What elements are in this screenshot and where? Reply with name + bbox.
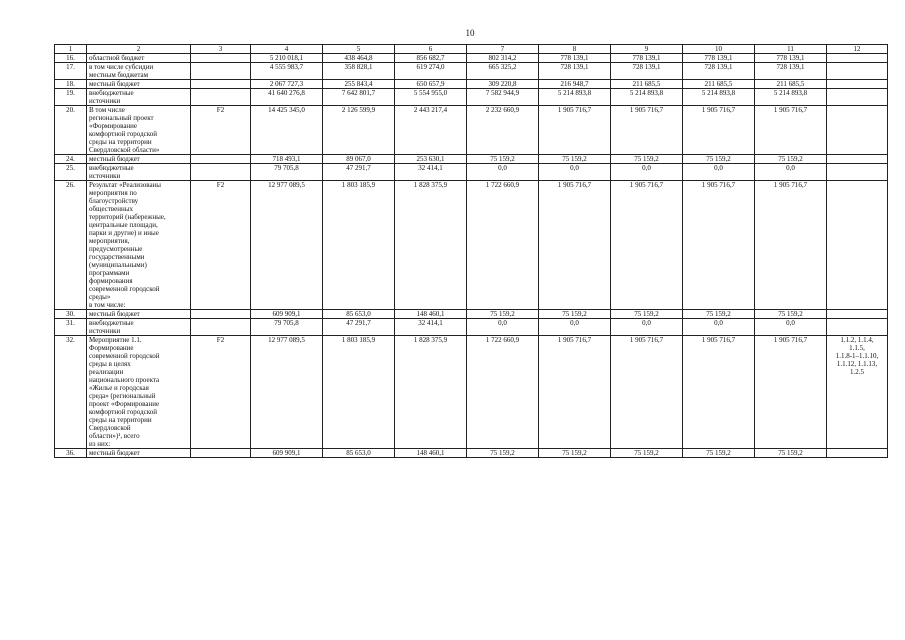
value-cell: 1 803 185,9: [323, 336, 395, 449]
row-code: F2: [191, 181, 251, 310]
row-number: 24.: [55, 155, 87, 164]
row-code: [191, 155, 251, 164]
value-cell: 2 126 599,9: [323, 106, 395, 155]
row-name: местный бюджет: [87, 80, 191, 89]
row-number: 17.: [55, 63, 87, 80]
header-cell: 4: [251, 45, 323, 54]
header-cell: 9: [611, 45, 683, 54]
row-name: в том числе субсидии местным бюджетам: [87, 63, 191, 80]
page-number: 10: [465, 28, 475, 38]
row-reference: [827, 155, 888, 164]
row-number: 31.: [55, 319, 87, 336]
table-row: [55, 63, 888, 80]
value-cell: 0,0: [611, 319, 683, 336]
value-cell: 75 159,2: [683, 449, 755, 458]
table-row: [55, 319, 888, 336]
value-cell: 75 159,2: [611, 155, 683, 164]
value-cell: 1 905 716,7: [755, 106, 827, 155]
row-number: 18.: [55, 80, 87, 89]
value-cell: 1 803 185,9: [323, 181, 395, 310]
row-code: [191, 310, 251, 319]
row-name: внебюджетные источники: [87, 319, 191, 336]
value-cell: 619 274,0: [395, 63, 467, 80]
value-cell: 728 139,1: [755, 63, 827, 80]
value-cell: 211 685,5: [611, 80, 683, 89]
row-reference: [827, 319, 888, 336]
header-cell: 11: [755, 45, 827, 54]
value-cell: 0,0: [755, 319, 827, 336]
row-name: внебюджетные источники: [87, 89, 191, 106]
value-cell: 253 630,1: [395, 155, 467, 164]
row-code: [191, 449, 251, 458]
value-cell: 358 828,1: [323, 63, 395, 80]
value-cell: 5 214 893,8: [611, 89, 683, 106]
row-number: 32.: [55, 336, 87, 449]
row-code: F2: [191, 106, 251, 155]
value-cell: 609 909,1: [251, 449, 323, 458]
row-name: местный бюджет: [87, 449, 191, 458]
value-cell: 1 905 716,7: [611, 336, 683, 449]
value-cell: 1 905 716,7: [683, 336, 755, 449]
row-name: Мероприятие 1.1. Формирование современной городской среды в целях реализации национального проекта «Жилье и городская среда» (региональный проект «Формирование комфортной городской среды на территории Свердловской области»)¹, всего из них:: [87, 336, 191, 449]
value-cell: 438 464,8: [323, 54, 395, 63]
header-row: [55, 45, 888, 54]
row-name: местный бюджет: [87, 310, 191, 319]
row-number: 30.: [55, 310, 87, 319]
value-cell: 1 905 716,7: [683, 181, 755, 310]
value-cell: 75 159,2: [683, 310, 755, 319]
row-reference: [827, 89, 888, 106]
value-cell: 1 828 375,9: [395, 181, 467, 310]
row-reference: 1.1.2, 1.1.4, 1.1.5, 1.1.8-1–1.1.10, 1.1.12, 1.1.13, 1.2.5: [827, 336, 888, 449]
table-row: [55, 54, 888, 63]
value-cell: 4 555 983,7: [251, 63, 323, 80]
row-reference: [827, 181, 888, 310]
value-cell: 2 067 727,3: [251, 80, 323, 89]
value-cell: 1 905 716,7: [539, 181, 611, 310]
value-cell: 0,0: [755, 164, 827, 181]
value-cell: 309 220,8: [467, 80, 539, 89]
value-cell: 211 685,5: [755, 80, 827, 89]
value-cell: 5 214 893,8: [755, 89, 827, 106]
value-cell: 0,0: [683, 164, 755, 181]
value-cell: 75 159,2: [755, 310, 827, 319]
value-cell: 211 685,5: [683, 80, 755, 89]
value-cell: 255 843,4: [323, 80, 395, 89]
value-cell: 75 159,2: [755, 449, 827, 458]
value-cell: 75 159,2: [539, 310, 611, 319]
value-cell: 0,0: [539, 164, 611, 181]
value-cell: 609 909,1: [251, 310, 323, 319]
header-cell: 10: [683, 45, 755, 54]
value-cell: 148 460,1: [395, 310, 467, 319]
value-cell: 216 948,7: [539, 80, 611, 89]
value-cell: 75 159,2: [611, 449, 683, 458]
value-cell: 148 460,1: [395, 449, 467, 458]
value-cell: 728 139,1: [539, 63, 611, 80]
value-cell: 665 325,2: [467, 63, 539, 80]
value-cell: 1 722 660,9: [467, 336, 539, 449]
row-code: [191, 164, 251, 181]
row-number: 16.: [55, 54, 87, 63]
value-cell: 1 905 716,7: [611, 181, 683, 310]
value-cell: 75 159,2: [467, 155, 539, 164]
value-cell: 1 905 716,7: [539, 336, 611, 449]
row-name: В том числе региональный проект «Формирование комфортной городской среды на территории Свердловской области»: [87, 106, 191, 155]
header-cell: 12: [827, 45, 888, 54]
row-number: 25.: [55, 164, 87, 181]
table-row: [55, 181, 888, 310]
value-cell: 75 159,2: [539, 155, 611, 164]
value-cell: 0,0: [683, 319, 755, 336]
row-number: 36.: [55, 449, 87, 458]
row-number: 19.: [55, 89, 87, 106]
value-cell: 5 554 955,0: [395, 89, 467, 106]
value-cell: 1 905 716,7: [755, 181, 827, 310]
value-cell: 1 905 716,7: [539, 106, 611, 155]
value-cell: 1 905 716,7: [683, 106, 755, 155]
value-cell: 778 139,1: [755, 54, 827, 63]
value-cell: 41 640 276,8: [251, 89, 323, 106]
row-reference: [827, 106, 888, 155]
value-cell: 75 159,2: [467, 310, 539, 319]
value-cell: 75 159,2: [467, 449, 539, 458]
header-cell: 1: [55, 45, 87, 54]
table-row: [55, 164, 888, 181]
value-cell: 1 828 375,9: [395, 336, 467, 449]
value-cell: 7 642 801,7: [323, 89, 395, 106]
row-name: внебюджетные источники: [87, 164, 191, 181]
value-cell: 728 139,1: [611, 63, 683, 80]
row-code: F2: [191, 336, 251, 449]
value-cell: 5 210 018,1: [251, 54, 323, 63]
header-cell: 3: [191, 45, 251, 54]
row-reference: [827, 310, 888, 319]
header-cell: 5: [323, 45, 395, 54]
table-body: [55, 54, 888, 458]
value-cell: 32 414,1: [395, 164, 467, 181]
value-cell: 85 653,0: [323, 310, 395, 319]
value-cell: 14 425 345,0: [251, 106, 323, 155]
header-cell: 8: [539, 45, 611, 54]
value-cell: 2 443 217,4: [395, 106, 467, 155]
value-cell: 718 493,1: [251, 155, 323, 164]
value-cell: 0,0: [467, 164, 539, 181]
value-cell: 1 905 716,7: [755, 336, 827, 449]
value-cell: 79 705,8: [251, 164, 323, 181]
value-cell: 75 159,2: [539, 449, 611, 458]
table-row: [55, 155, 888, 164]
row-number: 26.: [55, 181, 87, 310]
row-name: местный бюджет: [87, 155, 191, 164]
value-cell: 0,0: [467, 319, 539, 336]
table-row: [55, 336, 888, 449]
value-cell: 47 291,7: [323, 319, 395, 336]
table-row: [55, 310, 888, 319]
row-code: [191, 319, 251, 336]
value-cell: 89 067,0: [323, 155, 395, 164]
header-cell: 2: [87, 45, 191, 54]
value-cell: 0,0: [611, 164, 683, 181]
row-code: [191, 54, 251, 63]
value-cell: 32 414,1: [395, 319, 467, 336]
value-cell: 2 232 660,9: [467, 106, 539, 155]
value-cell: 5 214 893,8: [539, 89, 611, 106]
value-cell: 47 291,7: [323, 164, 395, 181]
value-cell: 728 139,1: [683, 63, 755, 80]
header-cell: 6: [395, 45, 467, 54]
value-cell: 1 722 660,9: [467, 181, 539, 310]
row-reference: [827, 54, 888, 63]
table-row: [55, 89, 888, 106]
value-cell: 1 905 716,7: [611, 106, 683, 155]
value-cell: 12 977 089,5: [251, 336, 323, 449]
value-cell: 802 314,2: [467, 54, 539, 63]
table-row: [55, 449, 888, 458]
row-reference: [827, 63, 888, 80]
value-cell: 0,0: [539, 319, 611, 336]
table-row: [55, 80, 888, 89]
value-cell: 75 159,2: [611, 310, 683, 319]
row-reference: [827, 449, 888, 458]
value-cell: 778 139,1: [611, 54, 683, 63]
value-cell: 7 582 944,9: [467, 89, 539, 106]
value-cell: 5 214 893,8: [683, 89, 755, 106]
value-cell: 75 159,2: [683, 155, 755, 164]
value-cell: 75 159,2: [755, 155, 827, 164]
row-code: [191, 80, 251, 89]
value-cell: 856 682,7: [395, 54, 467, 63]
value-cell: 12 977 089,5: [251, 181, 323, 310]
value-cell: 85 653,0: [323, 449, 395, 458]
value-cell: 650 657,9: [395, 80, 467, 89]
row-number: 20.: [55, 106, 87, 155]
row-name: областной бюджет: [87, 54, 191, 63]
header-cell: 7: [467, 45, 539, 54]
row-code: [191, 89, 251, 106]
budget-table: [54, 44, 888, 458]
row-reference: [827, 164, 888, 181]
value-cell: 778 139,1: [539, 54, 611, 63]
value-cell: 778 139,1: [683, 54, 755, 63]
row-name: Результат «Реализованы мероприятия по благоустройству общественных территорий (набережные, центральные площади, парки и другие) и иные мероприятия, предусмотренные государственными (муниципальными) программами формирования современной городской среды» в том числе:: [87, 181, 191, 310]
table-row: [55, 106, 888, 155]
row-reference: [827, 80, 888, 89]
row-code: [191, 63, 251, 80]
value-cell: 79 705,8: [251, 319, 323, 336]
